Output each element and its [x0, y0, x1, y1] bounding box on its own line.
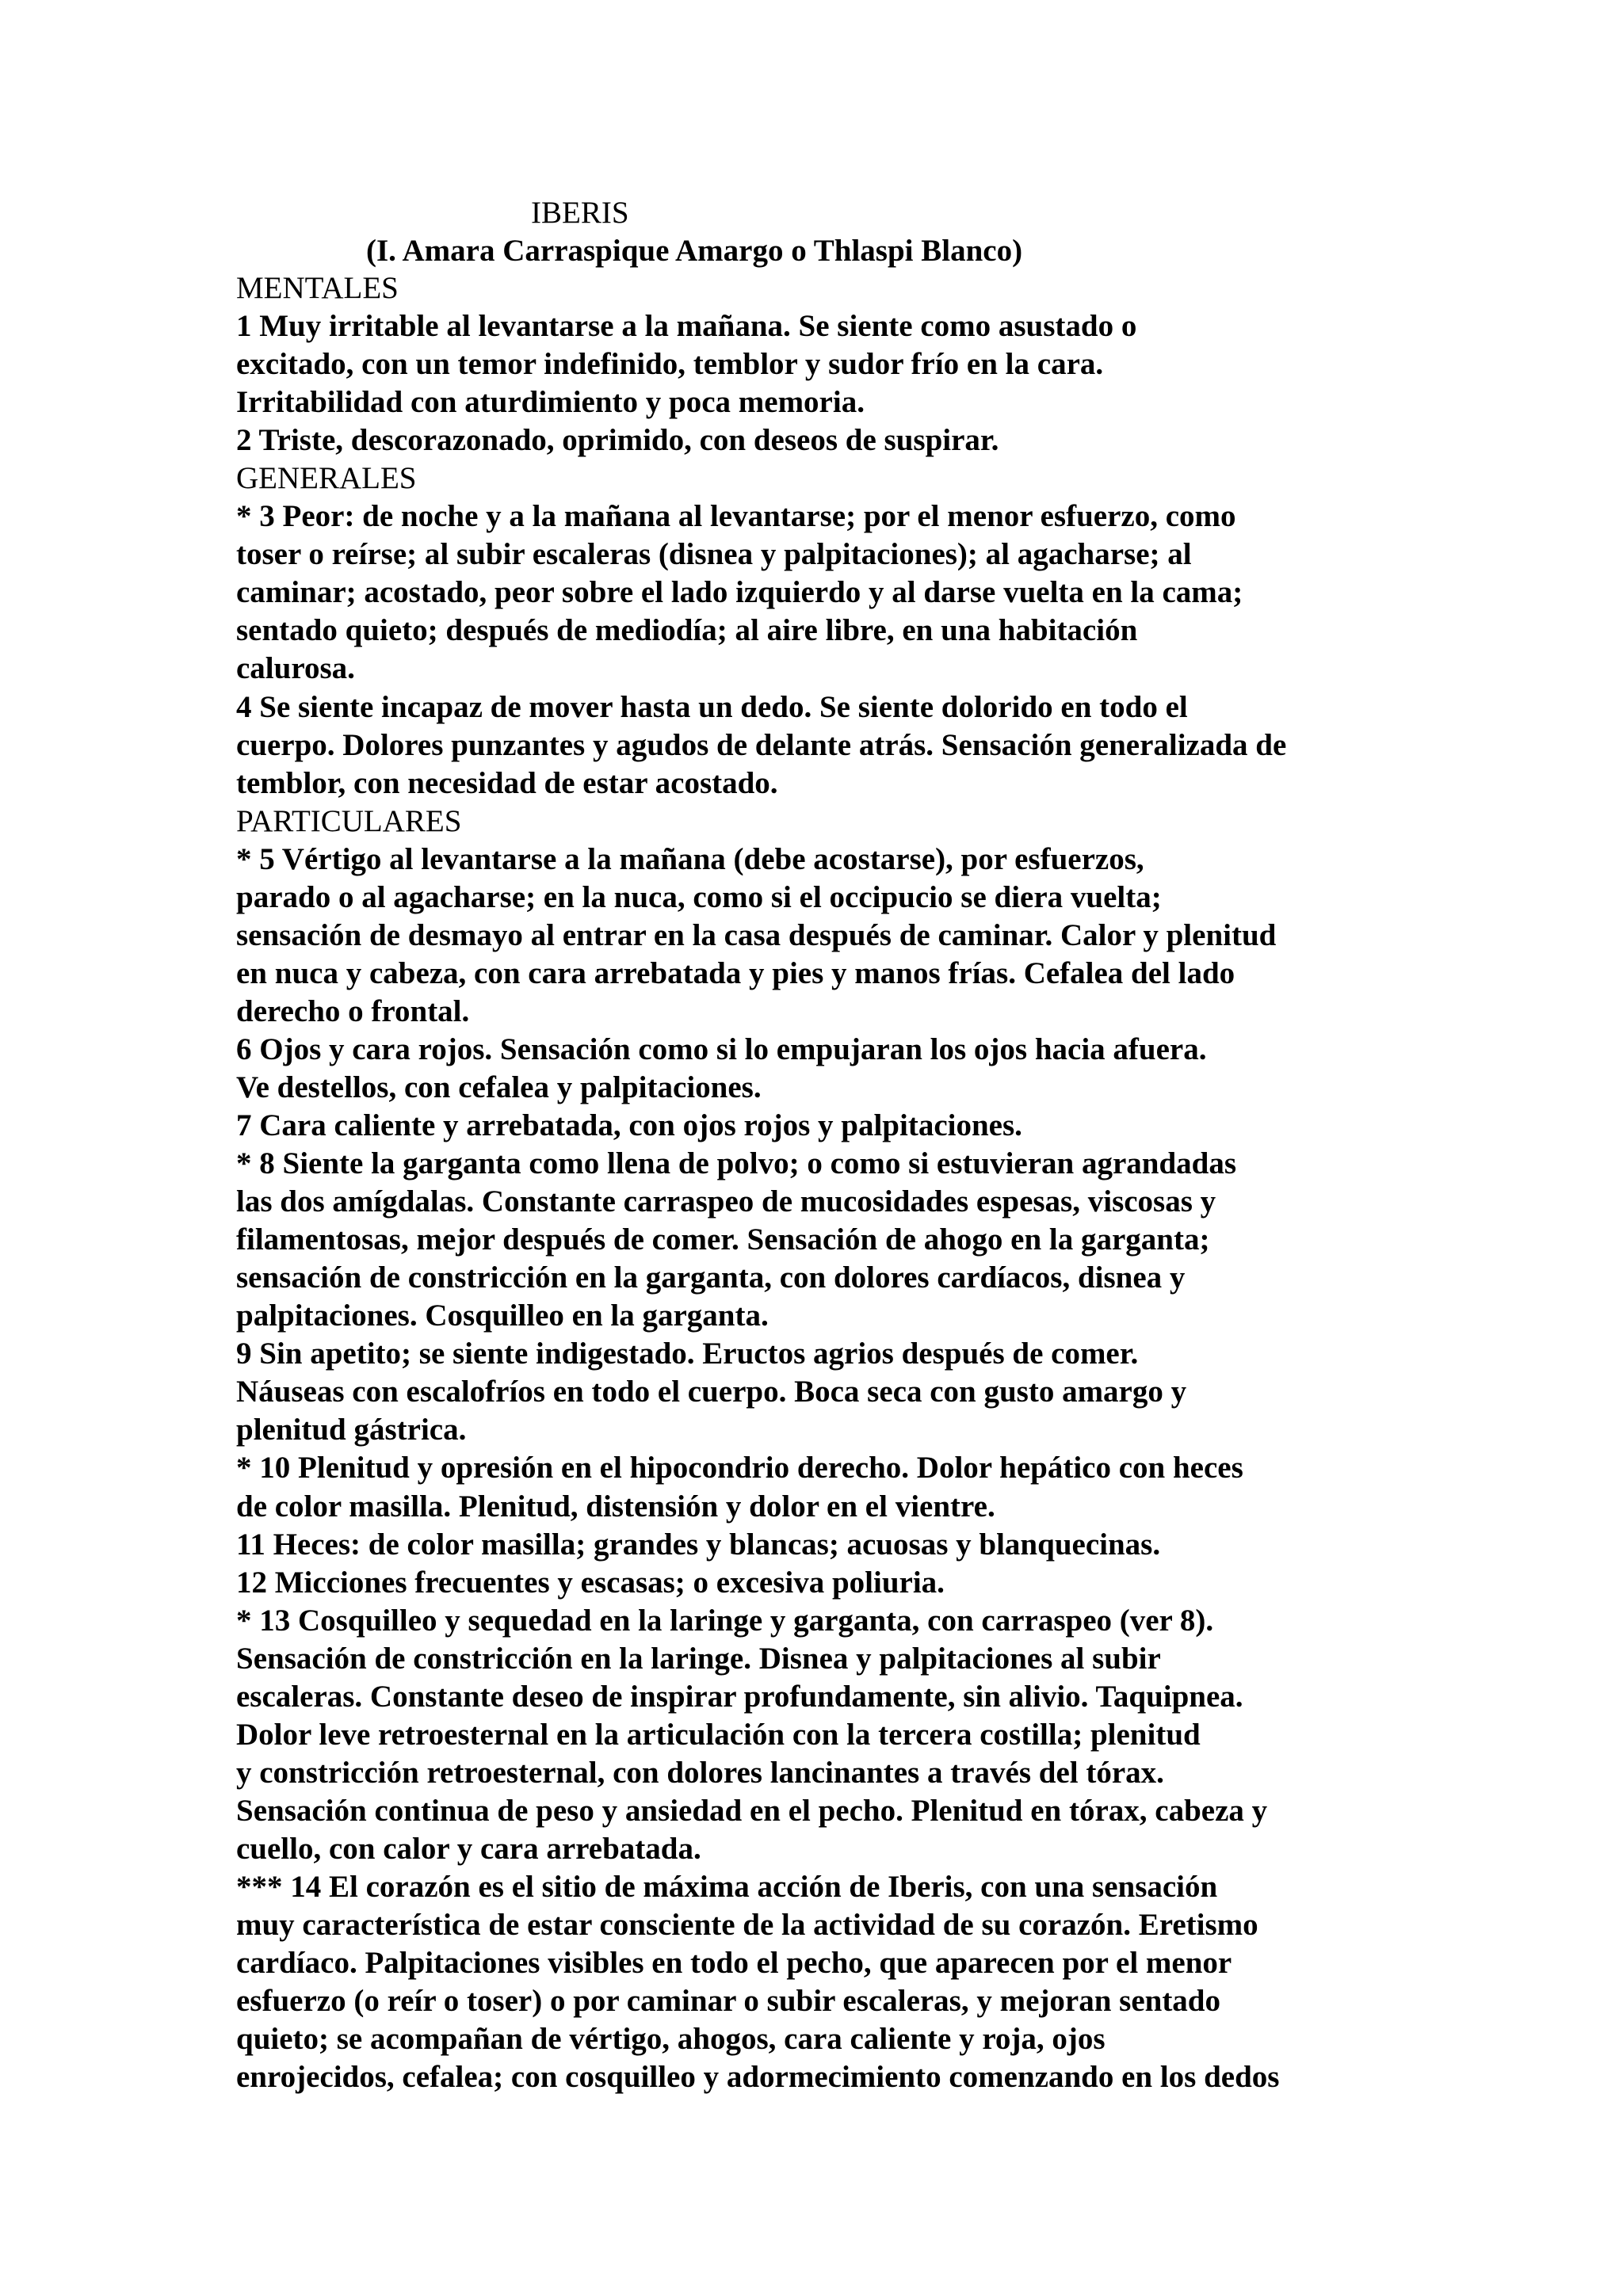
body-line: Ve destellos, con cefalea y palpitaciones.	[236, 1070, 762, 1104]
body-line: parado o al agacharse; en la nuca, como si el occipucio se diera vuelta;	[236, 879, 1162, 914]
body-line: Náuseas con escalofríos en todo el cuerpo. Boca seca con gusto amargo y	[236, 1375, 1187, 1409]
body-line: quieto; se acompañan de vértigo, ahogos, cara caliente y roja, ojos	[236, 2022, 1106, 2057]
body-line: * 5 Vértigo al levantarse a la mañana (debe acostarse), por esfuerzos,	[236, 841, 1144, 876]
body-line: excitado, con un temor indefinido, temblor y sudor frío en la cara.	[236, 347, 1104, 382]
document-body	[236, 269, 1409, 2096]
body-line: cuerpo. Dolores punzantes y agudos de delante atrás. Sensación generalizada de	[236, 727, 1287, 762]
body-line: y constricción retroesternal, con dolores lancinantes a través del tórax.	[236, 1755, 1164, 1790]
body-line: plenitud gástrica.	[236, 1413, 467, 1447]
section-heading: MENTALES	[236, 271, 399, 305]
body-line: calurosa.	[236, 651, 355, 686]
body-line: palpitaciones. Cosquilleo en la garganta.	[236, 1299, 769, 1333]
body-line: Dolor leve retroesternal en la articulación con la tercera costilla; plenitud	[236, 1717, 1201, 1752]
body-line: 2 Triste, descorazonado, oprimido, con deseos de suspirar.	[236, 423, 999, 458]
body-line: * 10 Plenitud y opresión en el hipocondrio derecho. Dolor hepático con heces	[236, 1451, 1243, 1486]
body-line: muy característica de estar consciente de la actividad de su corazón. Eretismo	[236, 1908, 1258, 1943]
body-line: derecho o frontal.	[236, 994, 470, 1028]
body-line: en nuca y cabeza, con cara arrebatada y pies y manos frías. Cefalea del lado	[236, 955, 1235, 990]
body-line: * 13 Cosquilleo y sequedad en la laringe y garganta, con carraspeo (ver 8).	[236, 1603, 1214, 1638]
body-line: 4 Se siente incapaz de mover hasta un dedo. Se siente dolorido en todo el	[236, 689, 1188, 724]
body-line: 12 Micciones frecuentes y escasas; o excesiva poliuria.	[236, 1565, 945, 1600]
body-line: las dos amígdalas. Constante carraspeo de mucosidades espesas, viscosas y	[236, 1184, 1216, 1219]
body-line: cardíaco. Palpitaciones visibles en todo el pecho, que aparecen por el menor	[236, 1946, 1232, 1981]
body-line: sensación de constricción en la garganta, con dolores cardíacos, disnea y	[236, 1261, 1186, 1295]
body-line: temblor, con necesidad de estar acostado.	[236, 765, 778, 800]
body-line: de color masilla. Plenitud, distensión y dolor en el vientre.	[236, 1489, 995, 1524]
body-line: Irritabilidad con aturdimiento y poca memoria.	[236, 385, 865, 420]
body-line: 6 Ojos y cara rojos. Sensación como si lo empujaran los ojos hacia afuera.	[236, 1032, 1207, 1066]
document-title: IBERIS	[531, 196, 629, 230]
body-line: 11 Heces: de color masilla; grandes y blancas; acuosas y blanquecinas.	[236, 1527, 1161, 1562]
body-line: 1 Muy irritable al levantarse a la mañana. Se siente como asustado o	[236, 309, 1137, 344]
body-line: 9 Sin apetito; se siente indigestado. Eructos agrios después de comer.	[236, 1337, 1139, 1371]
body-line: sensación de desmayo al entrar en la casa después de caminar. Calor y plenitud	[236, 917, 1277, 952]
body-line: escaleras. Constante deseo de inspirar profundamente, sin alivio. Taquipnea.	[236, 1679, 1243, 1714]
body-line: filamentosas, mejor después de comer. Sensación de ahogo en la garganta;	[236, 1222, 1210, 1257]
body-line: toser o reírse; al subir escaleras (disnea y palpitaciones); al agacharse; al	[236, 537, 1192, 572]
body-line: caminar; acostado, peor sobre el lado izquierdo y al darse vuelta en la cama;	[236, 575, 1243, 610]
body-line: *** 14 El corazón es el sitio de máxima acción de Iberis, con una sensación	[236, 1869, 1218, 1904]
section-heading: GENERALES	[236, 461, 417, 496]
document-subtitle: (I. Amara Carraspique Amargo o Thlaspi Blanco)	[366, 234, 1023, 268]
section-heading: PARTICULARES	[236, 803, 462, 838]
body-line: * 3 Peor: de noche y a la mañana al levantarse; por el menor esfuerzo, como	[236, 499, 1236, 534]
body-line: sentado quieto; después de mediodía; al aire libre, en una habitación	[236, 613, 1138, 648]
body-line: esfuerzo (o reír o toser) o por caminar o subir escaleras, y mejoran sentado	[236, 1984, 1221, 2019]
body-line: Sensación continua de peso y ansiedad en el pecho. Plenitud en tórax, cabeza y	[236, 1793, 1268, 1828]
body-line: * 8 Siente la garganta como llena de polvo; o como si estuvieran agrandadas	[236, 1146, 1237, 1181]
body-line: enrojecidos, cefalea; con cosquilleo y adormecimiento comenzando en los dedos	[236, 2060, 1280, 2095]
body-line: cuello, con calor y cara arrebatada.	[236, 1831, 701, 1866]
body-line: Sensación de constricción en la laringe. Disnea y palpitaciones al subir	[236, 1641, 1161, 1676]
body-line: 7 Cara caliente y arrebatada, con ojos rojos y palpitaciones.	[236, 1108, 1022, 1143]
